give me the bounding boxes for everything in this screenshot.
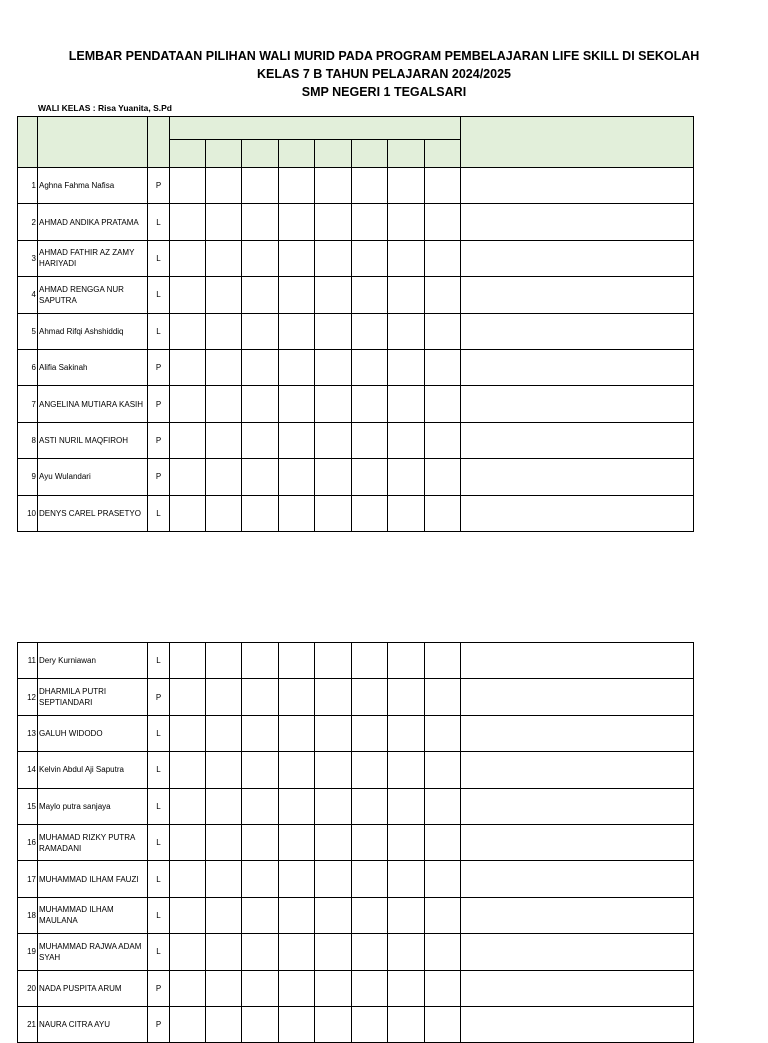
choice-cell[interactable] xyxy=(425,459,461,495)
document-subtitle-school: SMP NEGERI 1 TEGALSARI xyxy=(301,85,467,99)
choice-cell[interactable] xyxy=(315,752,352,788)
choice-cell[interactable] xyxy=(352,204,388,240)
choice-cell[interactable] xyxy=(388,752,425,788)
choice-cell[interactable] xyxy=(425,679,461,715)
choice-cell[interactable] xyxy=(206,679,242,715)
choice-cell[interactable] xyxy=(425,861,461,897)
header-cell-no xyxy=(18,117,38,168)
student-name: MUHAMMAD RAJWA ADAM SYAH xyxy=(38,934,148,970)
header-choice-cell xyxy=(242,140,279,168)
choice-cell[interactable] xyxy=(315,459,352,495)
choice-cell[interactable] xyxy=(206,970,242,1006)
choice-cell[interactable] xyxy=(315,643,352,679)
student-name: NAURA CITRA AYU xyxy=(38,1006,148,1042)
student-name: AHMAD ANDIKA PRATAMA xyxy=(38,204,148,240)
choice-cell[interactable] xyxy=(388,349,425,385)
notes-cell[interactable] xyxy=(461,313,694,349)
choice-cell[interactable] xyxy=(388,386,425,422)
choice-cell[interactable] xyxy=(388,824,425,860)
table-row xyxy=(18,1006,694,1042)
notes-cell[interactable] xyxy=(461,970,694,1006)
student-name: Ayu Wulandari xyxy=(38,459,148,495)
choice-cell[interactable] xyxy=(279,277,315,313)
choice-cell[interactable] xyxy=(206,349,242,385)
table-row xyxy=(18,240,694,276)
choice-cell[interactable] xyxy=(315,824,352,860)
choice-cell[interactable] xyxy=(242,970,279,1006)
table-row xyxy=(18,679,694,715)
student-gender: L xyxy=(148,643,170,679)
choice-cell[interactable] xyxy=(315,897,352,933)
header-choice-cell xyxy=(388,140,425,168)
choice-cell[interactable] xyxy=(170,897,206,933)
choice-cell[interactable] xyxy=(279,861,315,897)
row-number: 2 xyxy=(18,204,38,240)
table-row xyxy=(18,934,694,970)
student-gender: L xyxy=(148,824,170,860)
choice-cell[interactable] xyxy=(279,495,315,531)
choice-cell[interactable] xyxy=(279,313,315,349)
choice-cell[interactable] xyxy=(170,1006,206,1042)
choice-cell[interactable] xyxy=(279,422,315,458)
choice-cell[interactable] xyxy=(242,897,279,933)
choice-cell[interactable] xyxy=(170,861,206,897)
choice-cell[interactable] xyxy=(388,204,425,240)
student-name: NADA PUSPITA ARUM xyxy=(38,970,148,1006)
data-table-page1 xyxy=(17,116,694,532)
choice-cell[interactable] xyxy=(425,386,461,422)
table-row xyxy=(18,168,694,204)
choice-cell[interactable] xyxy=(206,897,242,933)
header-choice-cell xyxy=(206,140,242,168)
choice-cell[interactable] xyxy=(352,1006,388,1042)
student-name: AHMAD RENGGA NUR SAPUTRA xyxy=(38,277,148,313)
notes-cell[interactable] xyxy=(461,240,694,276)
choice-cell[interactable] xyxy=(315,386,352,422)
choice-cell[interactable] xyxy=(206,861,242,897)
table-row xyxy=(18,495,694,531)
header-choice-cell xyxy=(170,140,206,168)
row-number: 16 xyxy=(18,824,38,860)
choice-cell[interactable] xyxy=(352,422,388,458)
choice-cell[interactable] xyxy=(279,386,315,422)
student-gender: L xyxy=(148,861,170,897)
table-row xyxy=(18,349,694,385)
choice-cell[interactable] xyxy=(242,934,279,970)
choice-cell[interactable] xyxy=(206,495,242,531)
choice-cell[interactable] xyxy=(279,240,315,276)
row-number: 1 xyxy=(18,168,38,204)
choice-cell[interactable] xyxy=(425,313,461,349)
choice-cell[interactable] xyxy=(242,168,279,204)
choice-cell[interactable] xyxy=(425,349,461,385)
choice-cell[interactable] xyxy=(279,679,315,715)
row-number: 19 xyxy=(18,934,38,970)
row-number: 15 xyxy=(18,788,38,824)
table-row xyxy=(18,824,694,860)
choice-cell[interactable] xyxy=(170,422,206,458)
row-number: 21 xyxy=(18,1006,38,1042)
table-row xyxy=(18,386,694,422)
choice-cell[interactable] xyxy=(242,861,279,897)
choice-cell[interactable] xyxy=(352,970,388,1006)
choice-cell[interactable] xyxy=(242,313,279,349)
student-name: Aghna Fahma Nafisa xyxy=(38,168,148,204)
choice-cell[interactable] xyxy=(315,204,352,240)
notes-cell[interactable] xyxy=(461,277,694,313)
choice-cell[interactable] xyxy=(170,715,206,751)
choice-cell[interactable] xyxy=(315,788,352,824)
choice-cell[interactable] xyxy=(352,824,388,860)
student-gender: L xyxy=(148,277,170,313)
header-row xyxy=(18,117,694,140)
choice-cell[interactable] xyxy=(388,643,425,679)
table-row xyxy=(18,459,694,495)
choice-cell[interactable] xyxy=(315,313,352,349)
choice-cell[interactable] xyxy=(242,422,279,458)
row-number: 17 xyxy=(18,861,38,897)
choice-cell[interactable] xyxy=(425,970,461,1006)
choice-cell[interactable] xyxy=(425,788,461,824)
choice-cell[interactable] xyxy=(170,934,206,970)
choice-cell[interactable] xyxy=(315,715,352,751)
student-gender: P xyxy=(148,168,170,204)
choice-cell[interactable] xyxy=(425,240,461,276)
student-gender: P xyxy=(148,349,170,385)
notes-cell[interactable] xyxy=(461,459,694,495)
choice-cell[interactable] xyxy=(388,970,425,1006)
choice-cell[interactable] xyxy=(242,752,279,788)
table-row xyxy=(18,643,694,679)
student-gender: P xyxy=(148,679,170,715)
choice-cell[interactable] xyxy=(388,240,425,276)
choice-cell[interactable] xyxy=(170,824,206,860)
choice-cell[interactable] xyxy=(242,1006,279,1042)
header-choice-cell xyxy=(425,140,461,168)
choice-cell[interactable] xyxy=(352,459,388,495)
choice-cell[interactable] xyxy=(279,349,315,385)
notes-cell[interactable] xyxy=(461,897,694,933)
choice-cell[interactable] xyxy=(352,679,388,715)
choice-cell[interactable] xyxy=(315,970,352,1006)
header-cell-notes xyxy=(461,117,694,168)
choice-cell[interactable] xyxy=(352,643,388,679)
choice-cell[interactable] xyxy=(388,313,425,349)
choice-cell[interactable] xyxy=(388,679,425,715)
choice-cell[interactable] xyxy=(279,934,315,970)
choice-cell[interactable] xyxy=(242,715,279,751)
choice-cell[interactable] xyxy=(170,459,206,495)
student-name: Ahmad Rifqi Ashshiddiq xyxy=(38,313,148,349)
choice-cell[interactable] xyxy=(206,643,242,679)
wali-kelas-label: WALI KELAS : Risa Yuanita, S.Pd xyxy=(38,103,172,113)
row-number: 5 xyxy=(18,313,38,349)
choice-cell[interactable] xyxy=(242,386,279,422)
notes-cell[interactable] xyxy=(461,1006,694,1042)
choice-cell[interactable] xyxy=(170,313,206,349)
choice-cell[interactable] xyxy=(425,824,461,860)
choice-cell[interactable] xyxy=(425,715,461,751)
choice-cell[interactable] xyxy=(279,897,315,933)
student-gender: L xyxy=(148,240,170,276)
choice-cell[interactable] xyxy=(279,970,315,1006)
choice-cell[interactable] xyxy=(352,715,388,751)
choice-cell[interactable] xyxy=(352,897,388,933)
choice-cell[interactable] xyxy=(425,934,461,970)
table-row xyxy=(18,715,694,751)
choice-cell[interactable] xyxy=(315,168,352,204)
choice-cell[interactable] xyxy=(279,459,315,495)
choice-cell[interactable] xyxy=(315,349,352,385)
student-gender: L xyxy=(148,715,170,751)
student-name: DENYS CAREL PRASETYO xyxy=(38,495,148,531)
choice-cell[interactable] xyxy=(352,313,388,349)
notes-cell[interactable] xyxy=(461,679,694,715)
row-number: 6 xyxy=(18,349,38,385)
choice-cell[interactable] xyxy=(206,715,242,751)
choice-cell[interactable] xyxy=(170,495,206,531)
choice-cell[interactable] xyxy=(242,679,279,715)
choice-cell[interactable] xyxy=(315,679,352,715)
notes-cell[interactable] xyxy=(461,861,694,897)
student-name: GALUH WIDODO xyxy=(38,715,148,751)
student-gender: P xyxy=(148,386,170,422)
document-title: LEMBAR PENDATAAN PILIHAN WALI MURID PADA PROGRAM PEMBELAJARAN LIFE SKILL DI SEKOLAH xyxy=(68,49,700,63)
choice-cell[interactable] xyxy=(352,934,388,970)
notes-cell[interactable] xyxy=(461,788,694,824)
student-name: MUHAMMAD ILHAM FAUZI xyxy=(38,861,148,897)
choice-cell[interactable] xyxy=(352,861,388,897)
student-name: ANGELINA MUTIARA KASIH xyxy=(38,386,148,422)
choice-cell[interactable] xyxy=(388,897,425,933)
student-name: AHMAD FATHIR AZ ZAMY HARIYADI xyxy=(38,240,148,276)
table-row xyxy=(18,313,694,349)
choice-cell[interactable] xyxy=(388,788,425,824)
choice-cell[interactable] xyxy=(352,277,388,313)
choice-cell[interactable] xyxy=(425,1006,461,1042)
notes-cell[interactable] xyxy=(461,495,694,531)
choice-cell[interactable] xyxy=(315,240,352,276)
document-subtitle-class: KELAS 7 B TAHUN PELAJARAN 2024/2025 xyxy=(256,67,511,81)
choice-cell[interactable] xyxy=(279,788,315,824)
header-choice-cell xyxy=(315,140,352,168)
choice-cell[interactable] xyxy=(242,459,279,495)
notes-cell[interactable] xyxy=(461,204,694,240)
student-gender: L xyxy=(148,495,170,531)
student-gender: P xyxy=(148,970,170,1006)
row-number: 13 xyxy=(18,715,38,751)
choice-cell[interactable] xyxy=(279,824,315,860)
header-choice-cell xyxy=(279,140,315,168)
choice-cell[interactable] xyxy=(352,168,388,204)
choice-cell[interactable] xyxy=(388,277,425,313)
student-gender: P xyxy=(148,459,170,495)
choice-cell[interactable] xyxy=(170,349,206,385)
choice-cell[interactable] xyxy=(388,1006,425,1042)
choice-cell[interactable] xyxy=(279,204,315,240)
choice-cell[interactable] xyxy=(170,240,206,276)
choice-cell[interactable] xyxy=(170,386,206,422)
choice-cell[interactable] xyxy=(425,204,461,240)
choice-cell[interactable] xyxy=(170,277,206,313)
student-gender: L xyxy=(148,934,170,970)
table-row xyxy=(18,788,694,824)
choice-cell[interactable] xyxy=(206,204,242,240)
row-number: 7 xyxy=(18,386,38,422)
choice-cell[interactable] xyxy=(242,788,279,824)
row-number: 9 xyxy=(18,459,38,495)
notes-cell[interactable] xyxy=(461,643,694,679)
choice-cell[interactable] xyxy=(206,752,242,788)
choice-cell[interactable] xyxy=(242,495,279,531)
choice-cell[interactable] xyxy=(425,168,461,204)
row-number: 18 xyxy=(18,897,38,933)
row-number: 11 xyxy=(18,643,38,679)
choice-cell[interactable] xyxy=(206,459,242,495)
choice-cell[interactable] xyxy=(206,1006,242,1042)
choice-cell[interactable] xyxy=(206,313,242,349)
choice-cell[interactable] xyxy=(170,679,206,715)
choice-cell[interactable] xyxy=(425,643,461,679)
header-cell-choices xyxy=(170,117,461,140)
choice-cell[interactable] xyxy=(388,168,425,204)
choice-cell[interactable] xyxy=(170,168,206,204)
choice-cell[interactable] xyxy=(352,349,388,385)
student-gender: L xyxy=(148,897,170,933)
choice-cell[interactable] xyxy=(206,386,242,422)
student-gender: L xyxy=(148,752,170,788)
row-number: 4 xyxy=(18,277,38,313)
choice-cell[interactable] xyxy=(242,240,279,276)
student-name: Dery Kurniawan xyxy=(38,643,148,679)
choice-cell[interactable] xyxy=(279,1006,315,1042)
notes-cell[interactable] xyxy=(461,824,694,860)
row-number: 14 xyxy=(18,752,38,788)
choice-cell[interactable] xyxy=(388,422,425,458)
choice-cell[interactable] xyxy=(206,277,242,313)
notes-cell[interactable] xyxy=(461,386,694,422)
row-number: 20 xyxy=(18,970,38,1006)
table-row xyxy=(18,861,694,897)
choice-cell[interactable] xyxy=(206,788,242,824)
choice-cell[interactable] xyxy=(352,240,388,276)
notes-cell[interactable] xyxy=(461,422,694,458)
student-gender: L xyxy=(148,313,170,349)
student-gender: P xyxy=(148,422,170,458)
row-number: 8 xyxy=(18,422,38,458)
student-gender: L xyxy=(148,204,170,240)
student-name: Kelvin Abdul Aji Saputra xyxy=(38,752,148,788)
choice-cell[interactable] xyxy=(170,204,206,240)
choice-cell[interactable] xyxy=(388,715,425,751)
student-name: DHARMILA PUTRI SEPTIANDARI xyxy=(38,679,148,715)
table-row xyxy=(18,204,694,240)
choice-cell[interactable] xyxy=(315,934,352,970)
choice-cell[interactable] xyxy=(425,752,461,788)
choice-cell[interactable] xyxy=(425,495,461,531)
row-number: 3 xyxy=(18,240,38,276)
table-row xyxy=(18,970,694,1006)
student-name: MUHAMAD RIZKY PUTRA RAMADANI xyxy=(38,824,148,860)
choice-cell[interactable] xyxy=(352,788,388,824)
choice-cell[interactable] xyxy=(170,752,206,788)
choice-cell[interactable] xyxy=(425,422,461,458)
choice-cell[interactable] xyxy=(279,715,315,751)
row-number: 12 xyxy=(18,679,38,715)
choice-cell[interactable] xyxy=(279,643,315,679)
student-name: MUHAMMAD ILHAM MAULANA xyxy=(38,897,148,933)
choice-cell[interactable] xyxy=(388,459,425,495)
student-name: Alifia Sakinah xyxy=(38,349,148,385)
student-gender: L xyxy=(148,788,170,824)
choice-cell[interactable] xyxy=(242,277,279,313)
choice-cell[interactable] xyxy=(242,349,279,385)
notes-cell[interactable] xyxy=(461,168,694,204)
choice-cell[interactable] xyxy=(279,168,315,204)
header-choice-cell xyxy=(352,140,388,168)
student-gender: P xyxy=(148,1006,170,1042)
choice-cell[interactable] xyxy=(279,752,315,788)
choice-cell[interactable] xyxy=(315,861,352,897)
table-row xyxy=(18,752,694,788)
choice-cell[interactable] xyxy=(170,788,206,824)
choice-cell[interactable] xyxy=(170,643,206,679)
choice-cell[interactable] xyxy=(315,1006,352,1042)
notes-cell[interactable] xyxy=(461,752,694,788)
choice-cell[interactable] xyxy=(242,643,279,679)
choice-cell[interactable] xyxy=(315,495,352,531)
choice-cell[interactable] xyxy=(242,204,279,240)
student-name: ASTI NURIL MAQFIROH xyxy=(38,422,148,458)
choice-cell[interactable] xyxy=(315,277,352,313)
choice-cell[interactable] xyxy=(352,386,388,422)
data-table-page2 xyxy=(17,642,694,1043)
choice-cell[interactable] xyxy=(315,422,352,458)
choice-cell[interactable] xyxy=(388,934,425,970)
choice-cell[interactable] xyxy=(170,970,206,1006)
choice-cell[interactable] xyxy=(206,824,242,860)
choice-cell[interactable] xyxy=(388,861,425,897)
choice-cell[interactable] xyxy=(206,168,242,204)
choice-cell[interactable] xyxy=(206,240,242,276)
choice-cell[interactable] xyxy=(352,495,388,531)
choice-cell[interactable] xyxy=(388,495,425,531)
notes-cell[interactable] xyxy=(461,934,694,970)
row-number: 10 xyxy=(18,495,38,531)
header-cell-sex xyxy=(148,117,170,168)
notes-cell[interactable] xyxy=(461,715,694,751)
choice-cell[interactable] xyxy=(206,934,242,970)
notes-cell[interactable] xyxy=(461,349,694,385)
table-row xyxy=(18,422,694,458)
table-row xyxy=(18,277,694,313)
table-row xyxy=(18,897,694,933)
choice-cell[interactable] xyxy=(425,897,461,933)
choice-cell[interactable] xyxy=(425,277,461,313)
header-cell-name xyxy=(38,117,148,168)
choice-cell[interactable] xyxy=(352,752,388,788)
choice-cell[interactable] xyxy=(206,422,242,458)
student-name: Maylo putra sanjaya xyxy=(38,788,148,824)
choice-cell[interactable] xyxy=(242,824,279,860)
